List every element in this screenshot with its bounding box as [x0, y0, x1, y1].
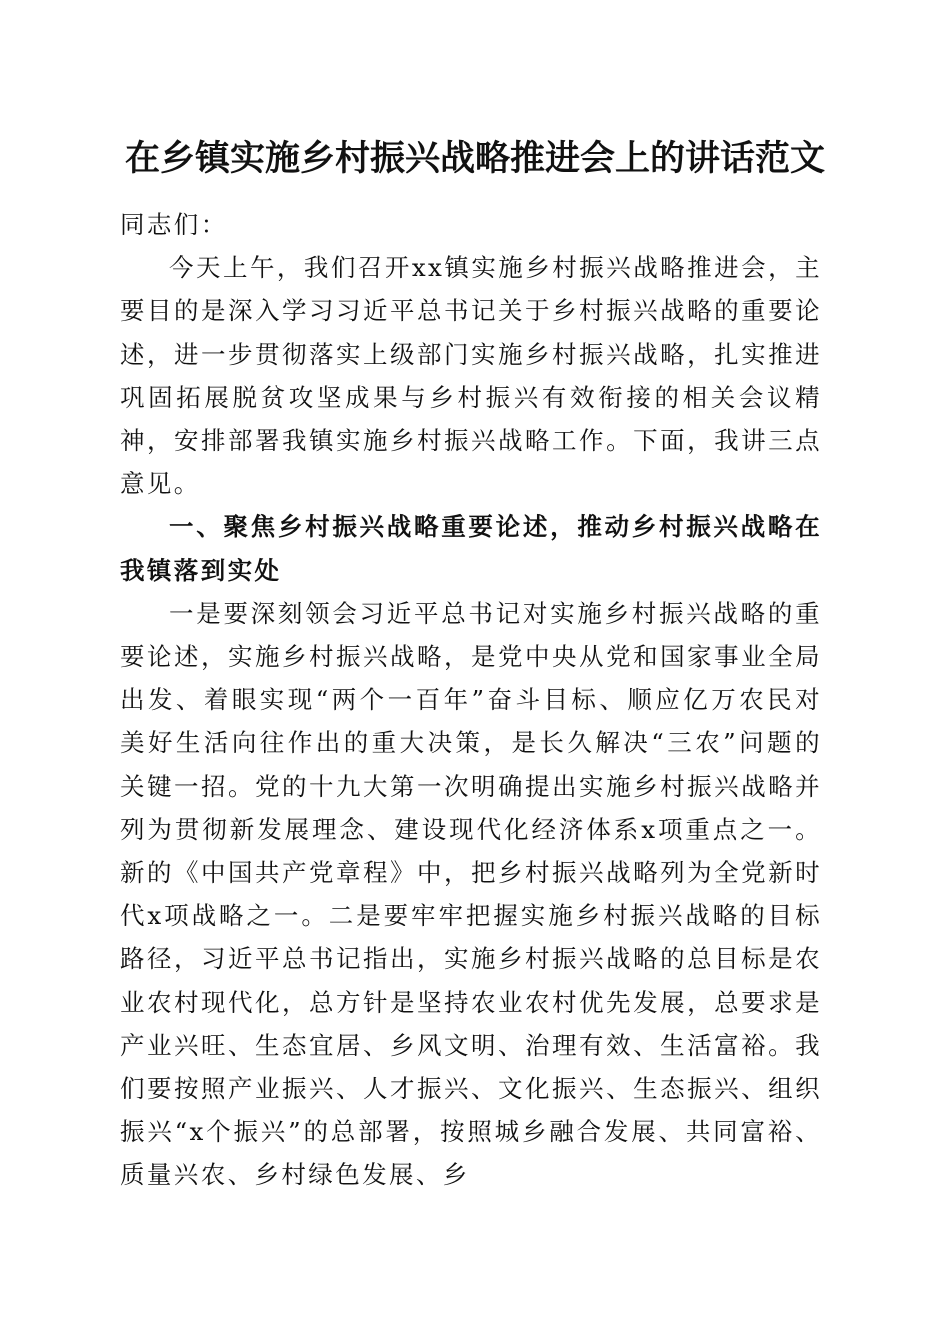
document-title: 在乡镇实施乡村振兴战略推进会上的讲话范文: [124, 138, 825, 179]
intro-paragraph: 今天上午，我们召开xx镇实施乡村振兴战略推进会，主要目的是深入学习习近平总书记关于乡村振兴战略的重要论述，进一步贯彻落实上级部门实施乡村振兴战略，扎实推进巩固拓展脱贫攻坚成果与乡村振兴有效衔接的相关会议精神，安排部署我镇实施乡村振兴战略工作。下面，我讲三点意见。: [120, 253, 822, 499]
section-1-paragraph: 一是要深刻领会习近平总书记对实施乡村振兴战略的重要论述，实施乡村振兴战略，是党中央从党和国家事业全局出发、着眼实现“两个一百年”奋斗目标、顺应亿万农民对美好生活向往作出的重大决策，是长久解决“三农”问题的关键一招。党的十九大第一次明确提出实施乡村振兴战略并列为贯彻新发展理念、建设现代化经济体系x项重点之一。新的《中国共产党章程》中，把乡村振兴战略列为全党新时代x项战略之一。二是要牢牢把握实施乡村振兴战略的目标路径，习近平总书记指出，实施乡村振兴战略的总目标是农业农村现代化，总方针是坚持农业农村优先发展，总要求是产业兴旺、生态宜居、乡风文明、治理有效、生活富裕。我们要按照产业振兴、人才振兴、文化振兴、生态振兴、组织振兴“x个振兴”的总部署，按照城乡融合发展、共同富裕、质量兴农、乡村绿色发展、乡: [120, 598, 822, 1190]
salutation: 同志们：: [120, 210, 228, 239]
section-1-heading: 一、聚焦乡村振兴战略重要论述，推动乡村振兴战略在我镇落到实处: [120, 512, 822, 585]
document-body: [120, 203, 822, 1197]
